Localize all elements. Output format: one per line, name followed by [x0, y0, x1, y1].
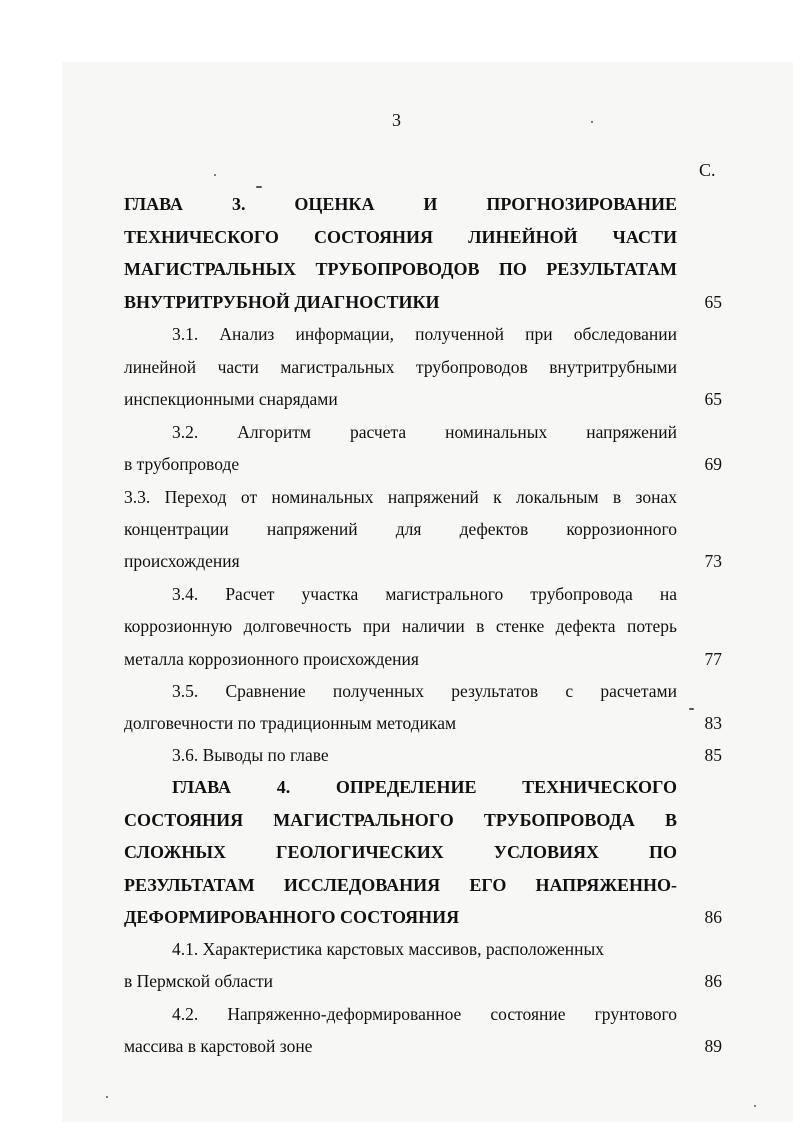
scan-speck [591, 121, 593, 123]
toc-item-3-1-line-3: инспекционными снарядами [124, 389, 338, 409]
scan-speck [214, 174, 216, 176]
toc-item-3-6: 3.6. Выводы по главе [172, 745, 329, 765]
toc-item-4-1-line-2: в Пермской области [124, 971, 273, 991]
page-column-header: С. [699, 160, 716, 180]
page-ref-chapter-4: 86 [704, 907, 722, 927]
page-ref-3-4: 77 [704, 649, 722, 669]
toc-item-3-1-line-2: линейной части магистральных трубопроводов внутритрубными [124, 357, 677, 377]
scan-speck [689, 708, 694, 710]
chapter-4-heading-line-3: СЛОЖНЫХ ГЕОЛОГИЧЕСКИХ УСЛОВИЯХ ПО [124, 842, 677, 862]
toc-item-4-2-line-1: 4.2. Напряженно-деформированное состояние грунтового [172, 1004, 677, 1024]
chapter-4-heading-line-5: ДЕФОРМИРОВАННОГО СОСТОЯНИЯ [124, 907, 460, 927]
toc-item-4-1-line-1: 4.1. Характеристика карстовых массивов, расположенных [172, 939, 604, 959]
toc-item-3-5-line-2: долговечности по традиционным методикам [124, 713, 457, 733]
chapter-3-heading-line-2: ТЕХНИЧЕСКОГО СОСТОЯНИЯ ЛИНЕЙНОЙ ЧАСТИ [124, 227, 677, 247]
toc-item-3-4-line-1: 3.4. Расчет участка магистрального трубопровода на [172, 584, 677, 604]
toc-item-3-3-line-2: концентрации напряжений для дефектов коррозионного [124, 519, 677, 539]
page-ref-3-3: 73 [704, 551, 722, 571]
chapter-4-heading-line-4: РЕЗУЛЬТАТАМ ИССЛЕДОВАНИЯ ЕГО НАПРЯЖЕННО- [124, 875, 677, 895]
chapter-4-heading-line-1: ГЛАВА 4. ОПРЕДЕЛЕНИЕ ТЕХНИЧЕСКОГО [172, 777, 677, 797]
page-ref-4-2: 89 [704, 1036, 722, 1056]
chapter-3-heading-line-3: МАГИСТРАЛЬНЫХ ТРУБОПРОВОДОВ ПО РЕЗУЛЬТАТАМ [124, 259, 677, 279]
toc-item-3-2-line-1: 3.2. Алгоритм расчета номинальных напряжений [172, 422, 677, 442]
toc-item-3-4-line-2: коррозионную долговечность при наличии в стенке дефекта потерь [124, 616, 677, 636]
toc-item-4-2-line-2: массива в карстовой зоне [124, 1036, 313, 1056]
toc-item-3-5-line-1: 3.5. Сравнение полученных результатов с расчетами [172, 681, 677, 701]
scan-speck [106, 1096, 108, 1098]
chapter-4-heading-line-2: СОСТОЯНИЯ МАГИСТРАЛЬНОГО ТРУБОПРОВОДА В [124, 810, 677, 830]
page-number: 3 [392, 110, 401, 130]
page-ref-3-1: 65 [704, 389, 722, 409]
toc-item-3-4-line-3: металла коррозионного происхождения [124, 649, 419, 669]
toc-item-3-2-line-2: в трубопроводе [124, 454, 240, 474]
page-ref-3-5: 83 [704, 713, 722, 733]
toc-item-3-1-line-1: 3.1. Анализ информации, полученной при обследовании [172, 324, 677, 344]
toc-item-3-3-line-3: происхождения [124, 551, 240, 571]
chapter-3-heading-line-1: ГЛАВА 3. ОЦЕНКА И ПРОГНОЗИРОВАНИЕ [124, 194, 677, 214]
page-ref-3-6: 85 [704, 745, 722, 765]
page-ref-4-1: 86 [704, 971, 722, 991]
scan-speck [754, 1105, 756, 1107]
toc-item-3-3-line-1: 3.3. Переход от номинальных напряжений к локальным в зонах [124, 487, 677, 507]
scan-speck [256, 186, 262, 188]
page-ref-chapter-3: 65 [704, 292, 722, 312]
chapter-3-heading-line-4: ВНУТРИТРУБНОЙ ДИАГНОСТИКИ [124, 292, 440, 312]
page-ref-3-2: 69 [704, 454, 722, 474]
